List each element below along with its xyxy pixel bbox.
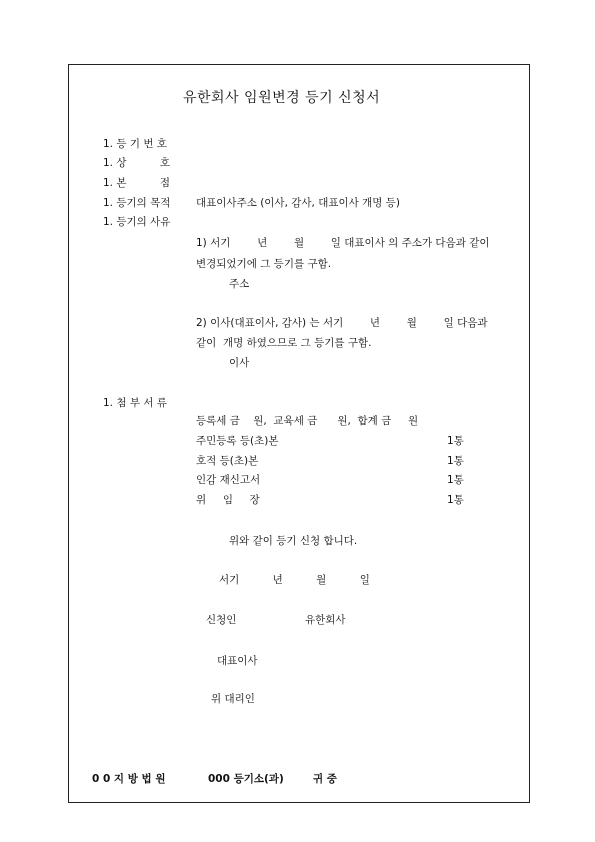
attachment-count: 1통 xyxy=(447,494,464,506)
purpose-value: 대표이사주소 (이사, 감사, 대표이사 개명 등) xyxy=(196,197,400,209)
cause1-line1: 1) 서기 년 월 일 대표이사 의 주소가 다음과 같이 xyxy=(196,237,490,249)
footer-registry: 000 등기소(과) xyxy=(208,773,284,785)
attachment-fees: 등록세 금 원, 교육세 금 원, 합계 금 원 xyxy=(196,415,419,427)
attachment-name: 호적 등(초)본 xyxy=(196,455,259,467)
attachment-name: 인감 재신고서 xyxy=(196,474,261,486)
field-trade-name: 1. 상 호 xyxy=(103,157,171,169)
declaration: 위와 같이 등기 신청 합니다. xyxy=(229,535,358,547)
footer-honorific: 귀 중 xyxy=(313,773,337,785)
attachment-name: 주민등록 등(초)본 xyxy=(196,435,279,447)
footer-court: 0 0 지 방 법 원 xyxy=(92,773,166,785)
applicant-company: 유한회사 xyxy=(305,614,346,626)
attachment-count: 1통 xyxy=(447,455,464,467)
cause2-line1: 2) 이사(대표이사, 감사) 는 서기 년 월 일 다음과 xyxy=(196,317,488,329)
representative-label: 대표이사 xyxy=(217,655,258,667)
document-frame xyxy=(68,64,530,803)
field-registration-number: 1. 등 기 번 호 xyxy=(103,138,167,150)
applicant-label: 신청인 xyxy=(206,614,237,626)
document-title: 유한회사 임원변경 등기 신청서 xyxy=(183,90,381,106)
date-line: 서기 년 월 일 xyxy=(219,574,370,586)
cause2-item: 이사 xyxy=(229,357,250,369)
cause2-line2: 같이 개명 하였으므로 그 등기를 구함. xyxy=(196,337,372,349)
cause1-line2: 변경되었기에 그 등기를 구함. xyxy=(196,258,332,270)
field-attachments: 1. 첨 부 서 류 xyxy=(103,397,167,409)
field-head-office: 1. 본 점 xyxy=(103,177,171,189)
attachment-name: 위 임 장 xyxy=(196,494,260,506)
attachment-count: 1통 xyxy=(447,474,464,486)
agent-label: 위 대리인 xyxy=(211,693,255,705)
field-purpose: 1. 등기의 목적 xyxy=(103,197,171,209)
field-cause: 1. 등기의 사유 xyxy=(103,216,171,228)
attachment-count: 1통 xyxy=(447,435,464,447)
cause1-item: 주소 xyxy=(229,278,250,290)
